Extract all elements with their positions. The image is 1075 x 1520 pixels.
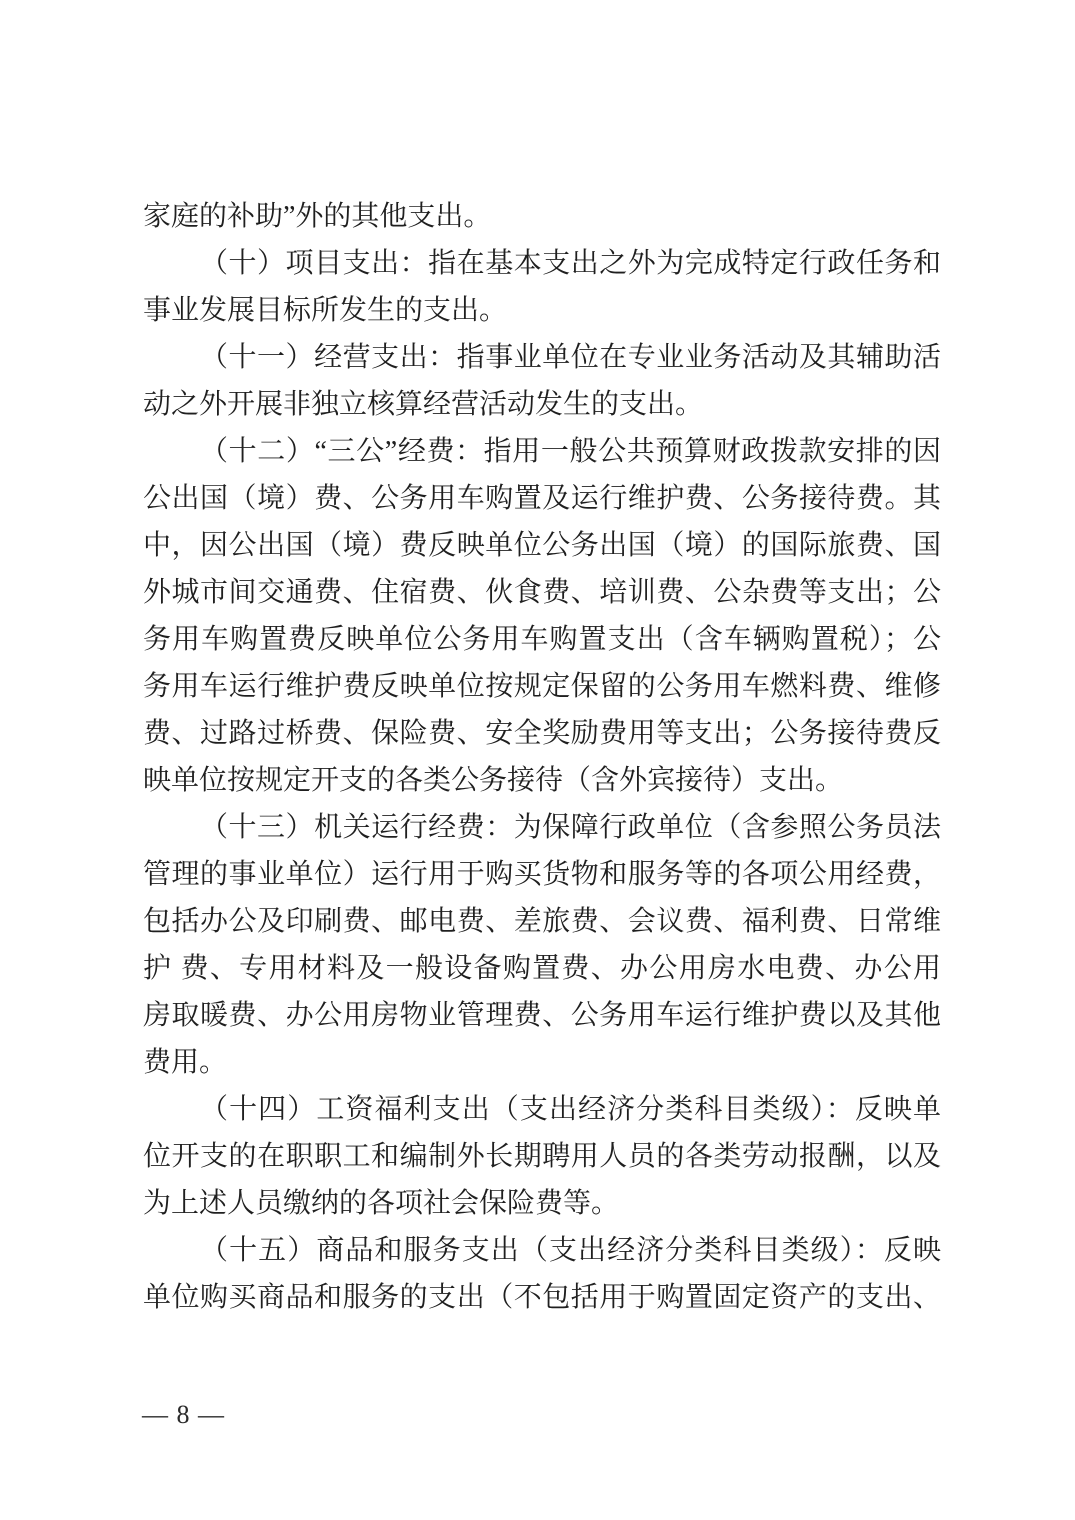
text-line: 为上述人员缴纳的各项社会保险费等。: [143, 1188, 620, 1219]
text-line: 外城市间交通费、住宿费、伙食费、培训费、公杂费等支出；公: [143, 577, 941, 608]
text-line: 位开支的在职职工和编制外长期聘用人员的各类劳动报酬，以及: [143, 1141, 941, 1172]
text-line: （十三）机关运行经费：为保障行政单位（含参照公务员法: [200, 812, 941, 843]
text-line: 事业发展目标所发生的支出。: [143, 295, 508, 326]
text-line: 映单位按规定开支的各类公务接待（含外宾接待）支出。: [143, 765, 844, 796]
text-line: 中，因公出国（境）费反映单位公务出国（境）的国际旅费、国: [143, 530, 941, 561]
text-line: 房取暖费、办公用房物业管理费、公务用车运行维护费以及其他: [143, 1000, 941, 1031]
text-line: （十二）“三公”经费：指用一般公共预算财政拨款安排的因: [200, 436, 941, 467]
text-line: 护 费、专用材料及一般设备购置费、办公用房水电费、办公用: [143, 953, 941, 984]
text-line: 动之外开展非独立核算经营活动发生的支出。: [143, 389, 704, 420]
text-line: （十四）工资福利支出（支出经济分类科目类级）：反映单: [200, 1094, 941, 1125]
text-line: 包括办公及印刷费、邮电费、差旅费、会议费、福利费、日常维: [143, 906, 941, 937]
text-line: （十）项目支出：指在基本支出之外为完成特定行政任务和: [200, 248, 941, 279]
text-line: 费用。: [143, 1047, 228, 1078]
text-line: （十一）经营支出：指事业单位在专业业务活动及其辅助活: [200, 342, 941, 373]
body-text-block: [143, 193, 941, 1321]
text-line: 单位购买商品和服务的支出（不包括用于购置固定资产的支出、: [143, 1282, 941, 1313]
text-line: 公出国（境）费、公务用车购置及运行维护费、公务接待费。其: [143, 483, 941, 514]
text-line: 务用车购置费反映单位公务用车购置支出（含车辆购置税）；公: [143, 624, 941, 655]
text-line: 家庭的补助”外的其他支出。: [143, 201, 492, 232]
text-line: 费、过路过桥费、保险费、安全奖励费用等支出；公务接待费反: [143, 718, 941, 749]
text-line: （十五）商品和服务支出（支出经济分类科目类级）：反映: [200, 1235, 941, 1266]
text-line: 管理的事业单位）运行用于购买货物和服务等的各项公用经费，: [143, 859, 941, 890]
page-number-footer: — 8 —: [142, 1400, 225, 1429]
text-line: 务用车运行维护费反映单位按规定保留的公务用车燃料费、维修: [143, 671, 941, 702]
